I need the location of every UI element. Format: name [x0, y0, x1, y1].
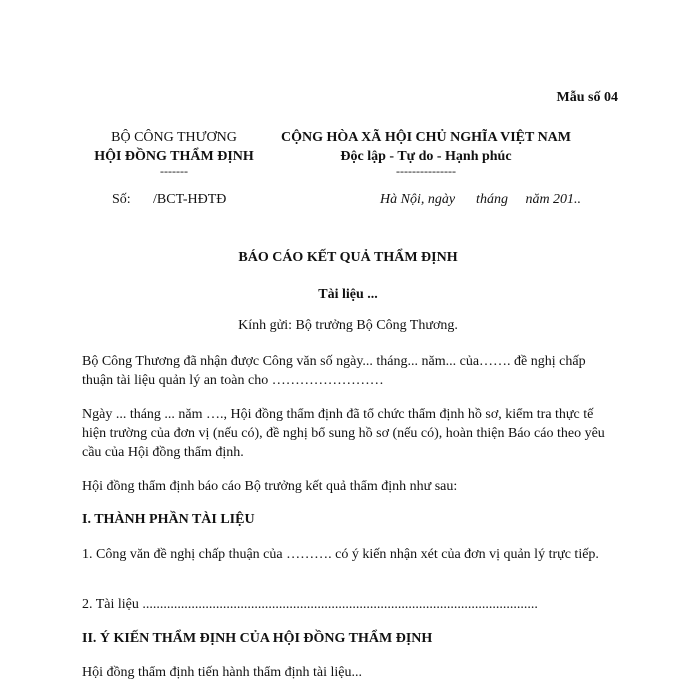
section-1-item-1: 1. Công văn đề nghị chấp thuận của ………. có ý kiến nhận xét của đơn vị quản lý trực tiếp.	[82, 547, 599, 562]
number-code: /BCT-HĐTĐ	[153, 192, 227, 207]
form-number: Mẫu số 04	[556, 90, 618, 105]
right-divider: ---------------	[396, 164, 456, 178]
document-subtitle: Tài liệu ...	[318, 287, 378, 302]
ministry-name: BỘ CÔNG THƯƠNG	[111, 130, 237, 145]
section-1-heading: I. THÀNH PHẦN TÀI LIỆU	[82, 512, 255, 527]
council-name: HỘI ĐỒNG THẨM ĐỊNH	[94, 149, 254, 164]
left-divider: -------	[160, 164, 188, 178]
paragraph-report-intro: Hội đồng thẩm định báo cáo Bộ trưởng kết quả thẩm định như sau:	[82, 479, 458, 494]
section-1-item-2: 2. Tài liệu .................................................................................................................	[82, 597, 538, 612]
paragraph-appraisal: Ngày ... tháng ... năm …., Hội đồng thẩm định đã tổ chức thẩm định hồ sơ, kiểm tra thực tế hiện trường của đơn vị (nếu có), đề nghị bổ sung hồ sơ (nếu có), hoàn thiện Báo cáo theo yêu cầu của Hội đồng thẩm định.	[82, 407, 605, 460]
section-2-heading: II. Ý KIẾN THẨM ĐỊNH CỦA HỘI ĐỒNG THẨM ĐỊNH	[82, 631, 433, 646]
country-name: CỘNG HÒA XÃ HỘI CHỦ NGHĨA VIỆT NAM	[280, 130, 571, 145]
section-2-text: Hội đồng thẩm định tiến hành thẩm định tài liệu...	[82, 665, 362, 680]
recipient-line: Kính gửi: Bộ trưởng Bộ Công Thương.	[238, 318, 458, 333]
paragraph-receipt: Bộ Công Thương đã nhận được Công văn số ngày... tháng... năm... của……. đề nghị chấp thuận tài liệu quản lý an toàn cho ……………………	[82, 354, 586, 388]
number-label: Số:	[112, 192, 131, 207]
place-date: Hà Nội, ngày tháng năm 201..	[380, 192, 582, 207]
national-motto: Độc lập - Tự do - Hạnh phúc	[340, 149, 512, 164]
document-title: BÁO CÁO KẾT QUẢ THẨM ĐỊNH	[238, 250, 458, 265]
